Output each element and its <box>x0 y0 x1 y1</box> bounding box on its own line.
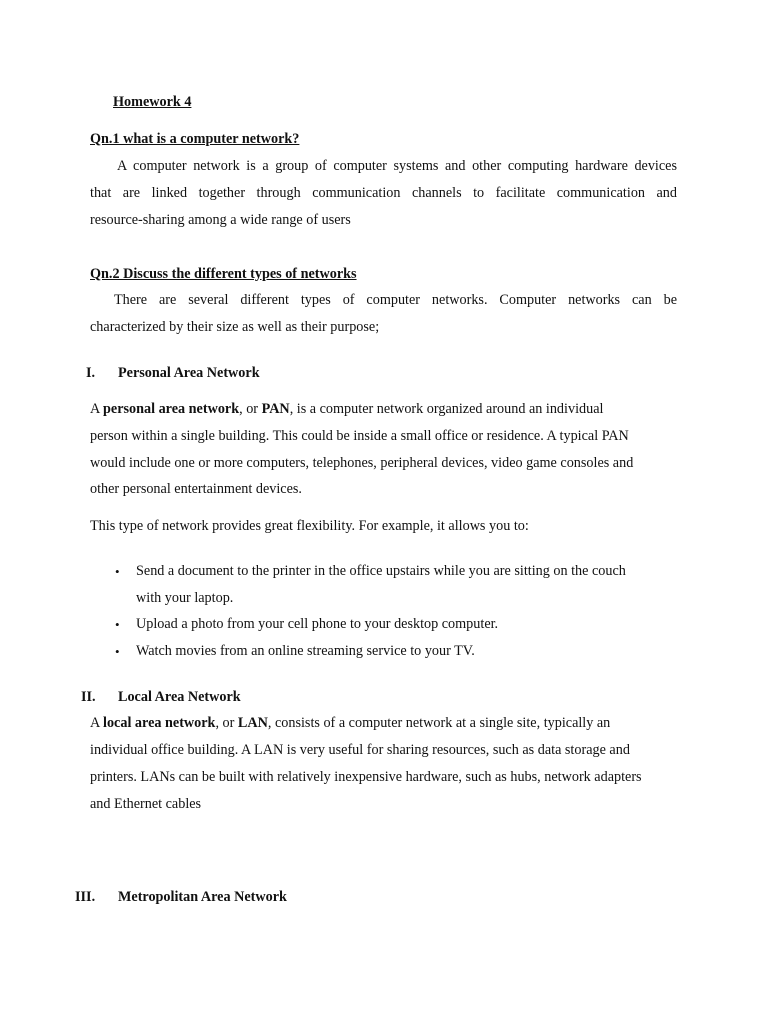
bullet-icon: • <box>115 617 120 632</box>
section-numeral-ii: II. <box>81 689 96 705</box>
q1-answer-line-1: A computer network is a group of computer systems and other computing hardware devices <box>117 158 677 174</box>
pan-definition-line-1 <box>90 401 603 418</box>
document-title: Homework 4 <box>113 94 192 110</box>
section-numeral-i: I. <box>86 365 96 381</box>
pan-text-b: , or <box>239 401 262 417</box>
pan-definition-line-2: person within a single building. This could be inside a small office or residence. A typical PAN <box>90 428 629 444</box>
q1-answer-line-2: that are linked together through communication channels to facilitate communication and <box>90 185 677 201</box>
lan-term: local area network <box>103 715 216 731</box>
pan-text-a: A <box>90 401 104 417</box>
lan-definition-line-2: individual office building. A LAN is very useful for sharing resources, such as data storage and <box>90 742 630 758</box>
q1-answer-line-3: resource-sharing among a wide range of users <box>90 212 351 228</box>
section-heading-lan: Local Area Network <box>118 689 241 705</box>
question-1-heading: Qn.1 what is a computer network? <box>90 131 300 147</box>
lan-definition-line-4: and Ethernet cables <box>90 796 202 812</box>
pan-text-c: , is a computer network organized around an individual <box>289 401 604 417</box>
lan-text-b: , or <box>215 715 238 731</box>
pan-bullet-1-line-1: Send a document to the printer in the office upstairs while you are sitting on the couch <box>136 563 626 579</box>
q2-intro-line-1: There are several different types of computer networks. Computer networks can be <box>114 292 677 308</box>
pan-bullet-2: Upload a photo from your cell phone to your desktop computer. <box>136 616 499 632</box>
pan-bullet-1-line-2: with your laptop. <box>136 590 234 606</box>
lan-definition-line-3: printers. LANs can be built with relatively inexpensive hardware, such as hubs, network adapters <box>90 769 642 785</box>
bullet-icon: • <box>115 564 120 579</box>
lan-definition-line-1 <box>90 715 610 732</box>
lan-text-c: , consists of a computer network at a single site, typically an <box>267 715 611 731</box>
bullet-icon: • <box>115 644 120 659</box>
pan-bullet-3: Watch movies from an online streaming service to your TV. <box>136 643 475 659</box>
section-heading-pan: Personal Area Network <box>118 365 260 381</box>
pan-abbreviation: PAN <box>261 401 290 417</box>
lan-abbreviation: LAN <box>237 715 268 731</box>
pan-term: personal area network <box>103 401 240 417</box>
section-numeral-iii: III. <box>75 889 96 905</box>
section-heading-man: Metropolitan Area Network <box>118 889 287 905</box>
question-2-heading: Qn.2 Discuss the different types of networks <box>90 266 357 282</box>
pan-flexibility-intro: This type of network provides great flexibility. For example, it allows you to: <box>90 518 529 534</box>
pan-definition-line-4: other personal entertainment devices. <box>90 481 302 497</box>
pan-definition-line-3: would include one or more computers, telephones, peripheral devices, video game consoles and <box>90 455 634 471</box>
q2-intro-line-2: characterized by their size as well as their purpose; <box>90 319 380 335</box>
lan-text-a: A <box>90 715 104 731</box>
